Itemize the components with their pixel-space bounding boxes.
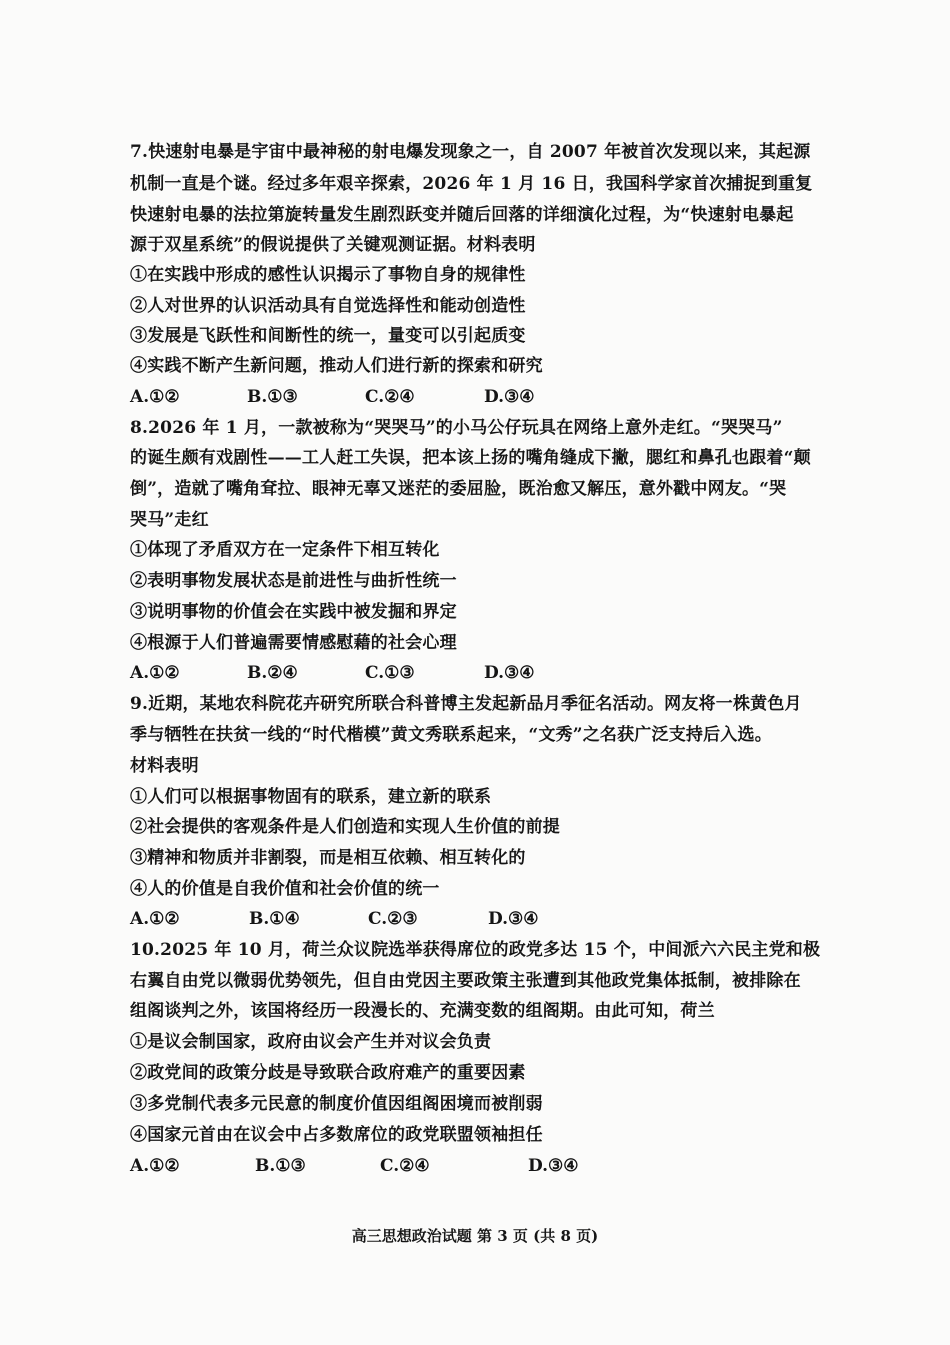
question-10-stem-line: 10.2025 年 10 月，荷兰众议院选举获得席位的政党多达 15 个，中间派六六民主党和极 [130, 940, 821, 960]
question-8-stem-line: 8.2026 年 1 月，一款被称为“哭哭马”的小马公仔玩具在网络上意外走红。“哭哭马” [130, 418, 783, 438]
question-10-choice-d[interactable]: D.③④ [528, 1156, 579, 1176]
question-10-statement: ③多党制代表多元民意的制度价值因组阁困境而被削弱 [130, 1094, 543, 1114]
question-8-choice-a[interactable]: A.①② [130, 663, 180, 683]
question-10-stem-line: 右翼自由党以微弱优势领先，但自由党因主要政策主张遭到其他政党集体抵制，被排除在 [130, 971, 801, 991]
question-9-stem-line: 9.近期，某地农科院花卉研究所联合科普博主发起新品月季征名活动。网友将一株黄色月 [130, 694, 802, 714]
question-8-stem-line: 倒”，造就了嘴角耷拉、眼神无辜又迷茫的委屈脸，既治愈又解压，意外戳中网友。“哭 [130, 479, 787, 499]
question-7-stem-line: 7.快速射电暴是宇宙中最神秘的射电爆发现象之一，自 2007 年被首次发现以来，其起源 [130, 142, 811, 162]
question-8-statement: ②表明事物发展状态是前进性与曲折性统一 [130, 571, 457, 591]
question-8-choice-b[interactable]: B.②④ [247, 663, 298, 683]
question-10-choice-a[interactable]: A.①② [130, 1156, 180, 1176]
question-9-statement: ①人们可以根据事物固有的联系，建立新的联系 [130, 787, 492, 807]
question-7-statement: ②人对世界的认识活动具有自觉选择性和能动创造性 [130, 296, 526, 316]
question-9-statement: ③精神和物质并非割裂，而是相互依赖、相互转化的 [130, 848, 526, 868]
question-10-stem-line: 组阁谈判之外，该国将经历一段漫长的、充满变数的组阁期。由此可知，荷兰 [130, 1001, 715, 1021]
question-10-statement: ④国家元首由在议会中占多数席位的政党联盟领袖担任 [130, 1125, 543, 1145]
question-7-choice-d[interactable]: D.③④ [484, 387, 535, 407]
question-9-stem-line: 材料表明 [130, 756, 199, 776]
question-7-choice-c[interactable]: C.②④ [365, 387, 415, 407]
question-8-choice-d[interactable]: D.③④ [484, 663, 535, 683]
question-8-choice-c[interactable]: C.①③ [365, 663, 415, 683]
question-9-statement: ④人的价值是自我价值和社会价值的统一 [130, 879, 440, 899]
question-10-choice-c[interactable]: C.②④ [380, 1156, 430, 1176]
question-8-stem-line: 哭马”走红 [130, 510, 209, 530]
question-10-choice-b[interactable]: B.①③ [255, 1156, 306, 1176]
question-7-stem-line: 源于双星系统”的假说提供了关键观测证据。材料表明 [130, 235, 536, 255]
question-9-choice-c[interactable]: C.②③ [368, 909, 418, 929]
question-8-statement: ①体现了矛盾双方在一定条件下相互转化 [130, 540, 440, 560]
question-9-statement: ②社会提供的客观条件是人们创造和实现人生价值的前提 [130, 817, 560, 837]
question-7-choice-a[interactable]: A.①② [130, 387, 180, 407]
page-footer: 高三思想政治试题 第 3 页 (共 8 页) [351, 1227, 599, 1245]
question-7-stem-line: 机制一直是个谜。经过多年艰辛探索，2026 年 1 月 16 日，我国科学家首次捕捉到重复 [130, 174, 813, 194]
question-10-statement: ②政党间的政策分歧是导致联合政府难产的重要因素 [130, 1063, 526, 1083]
question-9-choice-b[interactable]: B.①④ [249, 909, 300, 929]
question-9-stem-line: 季与牺牲在扶贫一线的“时代楷模”黄文秀联系起来，“文秀”之名获广泛支持后入选。 [130, 725, 772, 745]
question-7-statement: ③发展是飞跃性和间断性的统一，量变可以引起质变 [130, 326, 526, 346]
question-7-statement: ①在实践中形成的感性认识揭示了事物自身的规律性 [130, 265, 526, 285]
question-8-statement: ④根源于人们普遍需要情感慰藉的社会心理 [130, 633, 457, 653]
question-9-choice-a[interactable]: A.①② [130, 909, 180, 929]
question-8-statement: ③说明事物的价值会在实践中被发掘和界定 [130, 602, 457, 622]
question-7-choice-b[interactable]: B.①③ [247, 387, 298, 407]
question-7-stem-line: 快速射电暴的法拉第旋转量发生剧烈跃变并随后回落的详细演化过程，为“快速射电暴起 [130, 205, 794, 225]
question-9-choice-d[interactable]: D.③④ [488, 909, 539, 929]
question-10-statement: ①是议会制国家，政府由议会产生并对议会负责 [130, 1032, 492, 1052]
question-7-statement: ④实践不断产生新问题，推动人们进行新的探索和研究 [130, 356, 543, 376]
question-8-stem-line: 的诞生颇有戏剧性——工人赶工失误，把本该上扬的嘴角缝成下撇，腮红和鼻孔也跟着“颠 [130, 448, 811, 468]
